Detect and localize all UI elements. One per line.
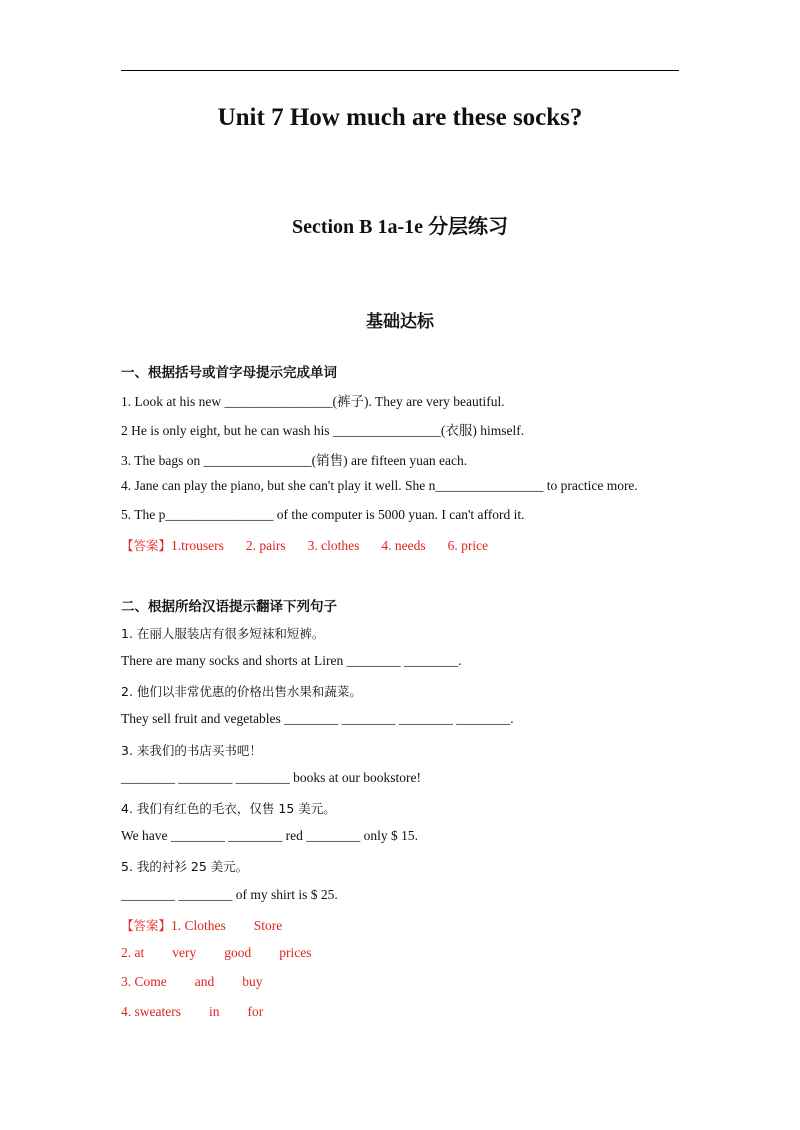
page-title: Unit 7 How much are these socks? [217, 104, 583, 131]
answer-word: Store [253, 918, 283, 933]
part2-item-5-cn: 5. 我的衬衫 25 美元。 [121, 859, 249, 874]
part1-item-2: 2 He is only eight, but he can wash his ________________(衣服) himself. [121, 423, 525, 438]
part2-answer-row-1 [121, 916, 282, 934]
part2-heading: 二、根据所给汉语提示翻译下列句子 [121, 599, 337, 615]
part2-item-5-en: ________ ________ of my shirt is $ 25. [121, 887, 338, 902]
header-rule [121, 70, 679, 71]
part2-answer-row-2 [121, 945, 311, 961]
part2-answer-row-4 [121, 1004, 263, 1020]
part2-item-3-en: ________ ________ ________ books at our bookstore! [121, 770, 421, 785]
answer-word: buy [242, 974, 263, 989]
answer-word: prices [279, 945, 312, 960]
answer-word: good [224, 945, 252, 960]
part2-item-2-cn: 2. 他们以非常优惠的价格出售水果和蔬菜。 [121, 684, 362, 699]
answer-label: 【答案】 [121, 918, 172, 933]
answer-label: 【答案】 [121, 538, 172, 553]
answer-word: 4. needs [381, 538, 426, 553]
answer-word: 3. clothes [307, 538, 360, 553]
part1-item-4: 4. Jane can play the piano, but she can't play it well. She n________________ to practice more. [121, 478, 638, 493]
part2-item-4-en: We have ________ ________ red ________ only $ 15. [121, 828, 418, 843]
answer-word: and [194, 974, 215, 989]
level-heading: 基础达标 [366, 312, 434, 332]
part2-item-1-en: There are many socks and shorts at Liren ________ ________. [121, 653, 462, 668]
answer-word: 2. pairs [245, 538, 286, 553]
part1-item-5: 5. The p________________ of the computer is 5000 yuan. I can't afford it. [121, 507, 525, 522]
answer-word: for [247, 1004, 264, 1019]
answer-word: 1.trousers [171, 538, 224, 553]
part2-item-1-cn: 1. 在丽人服装店有很多短袜和短裤。 [121, 626, 325, 641]
part2-item-4-cn: 4. 我们有红色的毛衣，仅售 15 美元。 [121, 801, 336, 816]
answer-word: very [172, 945, 197, 960]
part1-answer [121, 536, 488, 554]
answer-word: 3. Come [121, 974, 167, 989]
section-subtitle: Section B 1a-1e 分层练习 [291, 216, 509, 238]
answer-word: 2. at [121, 945, 145, 960]
answer-word: in [208, 1004, 220, 1019]
answer-word: 1. Clothes [171, 918, 226, 933]
answer-word: 6. price [447, 538, 489, 553]
part1-item-1: 1. Look at his new ________________(裤子). They are very beautiful. [121, 394, 505, 409]
part1-item-3: 3. The bags on ________________(销售) are fifteen yuan each. [121, 453, 468, 468]
part2-item-2-en: They sell fruit and vegetables ________ ________ ________ ________. [121, 711, 514, 726]
part1-heading: 一、根据括号或首字母提示完成单词 [121, 365, 337, 381]
part2-answer-row-3 [121, 974, 263, 990]
part2-item-3-cn: 3. 来我们的书店买书吧！ [121, 743, 262, 758]
answer-word: 4. sweaters [121, 1004, 181, 1019]
